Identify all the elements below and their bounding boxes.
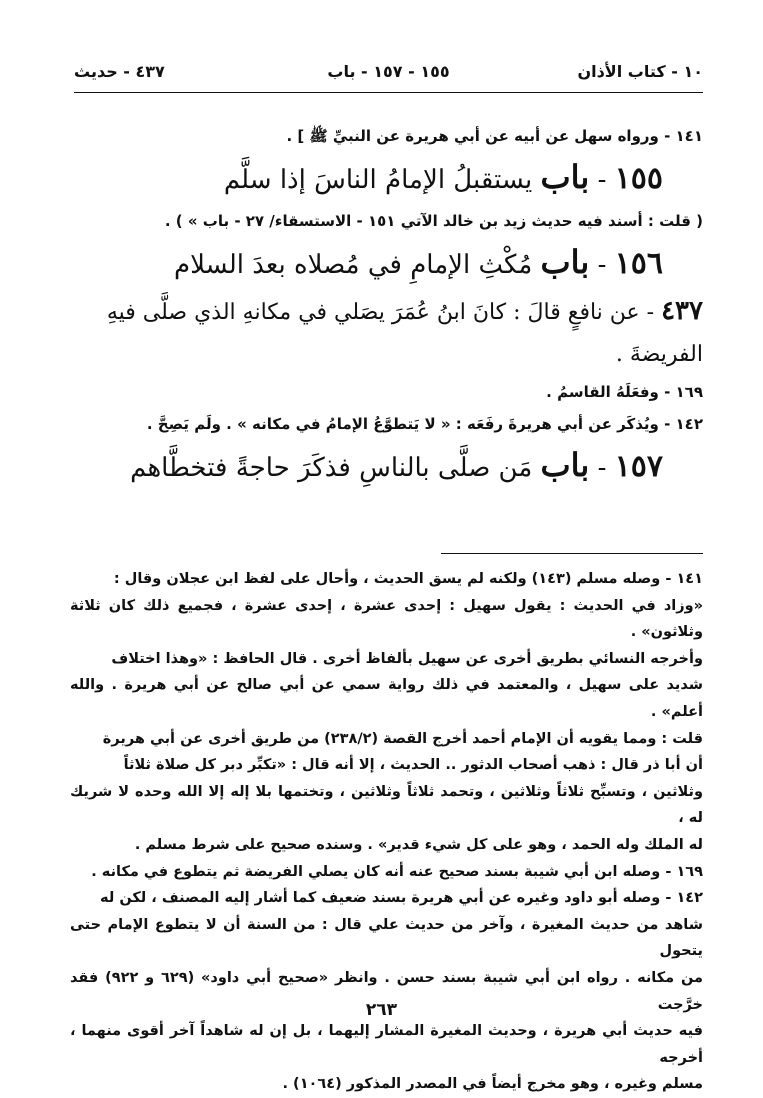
page-header [74, 58, 703, 90]
hadith-text: عن نافعٍ قالَ : كانَ ابنُ عُمَرَ يصَلي في مكانهِ الذي صلَّى فيهِ [106, 300, 640, 325]
section-heading-156 [70, 237, 703, 290]
page-number: ٢٦٣ [365, 1000, 398, 1020]
hadith-number: ٤٣٧ [661, 296, 703, 326]
section-number: ١٥٧ [614, 449, 663, 484]
hadith-dash: - [639, 300, 662, 325]
text-line: ١٤١ - ورواه سهل عن أبيه عن أبي هريرة عن النبيِّ ﷺ ] . [286, 127, 703, 145]
footnote-line: «وزاد في الحديث : يقول سهيل : إحدى عشرة ، إحدى عشرة ، فجميع ذلك كان ثلاثة وثلاثون» . [70, 597, 703, 641]
footnote-line: وأخرجه النسائي بطريق أخرى عن سهيل بألفاظ أخرى . قال الحافظ : «وهذا اختلاف [111, 650, 703, 667]
section-word: باب [540, 446, 590, 484]
footnote-line: من مكانه . رواه ابن أبي شيبة بسند حسن . وانظر «صحيح أبي داود» (٦٢٩ و ٩٢٢) فقد خرَّجت [70, 969, 704, 1013]
section-heading-157 [70, 440, 703, 493]
footnote-line: مسلم وغيره ، وهو مخرج أيضاً في المصدر المذكور (١٠٦٤) . [282, 1076, 703, 1093]
hadith-text-continued: الفريضةَ . [615, 342, 703, 367]
header-hadith-number: ٤٣٧ - حديث [74, 62, 165, 81]
section-title: مَن صلَّى بالناسِ فذكَرَ حاجةً فتخطَّاهم [130, 453, 541, 483]
footnote-line: ١٤٢ - وصله أبو داود وغيره عن أبي هريرة بسند ضعيف كما أشار إليه المصنف ، لكن له [100, 890, 703, 907]
section-title: يستقبلُ الإمامُ الناسَ إذا سلَّم [223, 165, 541, 195]
footnote-line: ١٦٩ - وصله ابن أبي شيبة بسند صحيح عنه أنه كان يصلي الفريضة ثم يتطوع في مكانه . [91, 863, 703, 880]
section-number: ١٥٦ [614, 246, 663, 281]
footnote-line: شديد على سهيل ، والمعتمد في ذلك رواية سمي عن أبي صالح عن أبي هريرة . والله أعلم» . [70, 677, 703, 720]
section-number: ١٥٥ [614, 161, 663, 196]
footnote-line: شاهد من حديث المغيرة ، وآخر من حديث علي قال : من السنة أن لا يتطوع الإمام حتى يتحول [70, 916, 703, 960]
header-chapter: ١٠ - كتاب الأذان [577, 62, 703, 81]
section-dash: - [589, 165, 615, 195]
section-word: باب [540, 158, 590, 196]
section-title: مُكْثِ الإمامِ في مُصلاه بعدَ السلام [174, 250, 541, 280]
section-dash: - [589, 453, 615, 483]
footnote-line: قلت : ومما يقويه أن الإمام أحمد أخرج القصة (٢٣٨/٢) من طريق أخرى عن أبي هريرة [102, 730, 703, 747]
text-line: ( قلت : أسند فيه حديث زيد بن خالد الآتي ١٥١ - الاستسقاء/ ٢٧ - باب » ) . [164, 212, 703, 230]
section-dash: - [589, 250, 615, 280]
header-section-range: ١٥٥ - ١٥٧ - باب [327, 62, 450, 81]
section-word: باب [540, 243, 590, 281]
main-text [70, 120, 703, 493]
footnote-line: له الملك وله الحمد ، وهو على كل شيء قدير» . وسنده صحيح على شرط مسلم . [134, 836, 703, 853]
hadith-437 [70, 290, 703, 334]
footnote-line: ١٤١ - وصله مسلم (١٤٣) ولكنه لم يسق الحديث ، وأحال على لفظ ابن عجلان وقال : [113, 571, 703, 587]
footnote-line: فيه حديث أبي هريرة ، وحديث المغيرة المشار إليهما ، بل إن له شاهداً آخر أقوى منهما ، أخرجه [70, 1023, 703, 1066]
text-line: ١٤٢ - ويُذكَر عن أبي هريرةَ رفَعَه : « لا يَتطوَّعُ الإمامُ في مكانه » . ولَم يَصِحَّ . [146, 415, 703, 433]
section-heading-155 [70, 152, 703, 205]
footnote-line: أن أبا ذر قال : ذهب أصحاب الدثور .. الحديث ، إلا أنه قال : «تكبِّر دبر كل صلاة ثلاثاً [123, 757, 703, 774]
header-divider [74, 92, 703, 93]
footnote-line: وثلاثين ، وتسبِّح ثلاثاً وثلاثين ، وتحمد ثلاثاً وثلاثين ، وتختمها بلا إله إلا الله وحده لا شريك له ، [70, 783, 703, 827]
text-line: ١٦٩ - وفعَلَهُ القاسمُ . [546, 383, 703, 401]
footnote-separator [441, 553, 703, 554]
